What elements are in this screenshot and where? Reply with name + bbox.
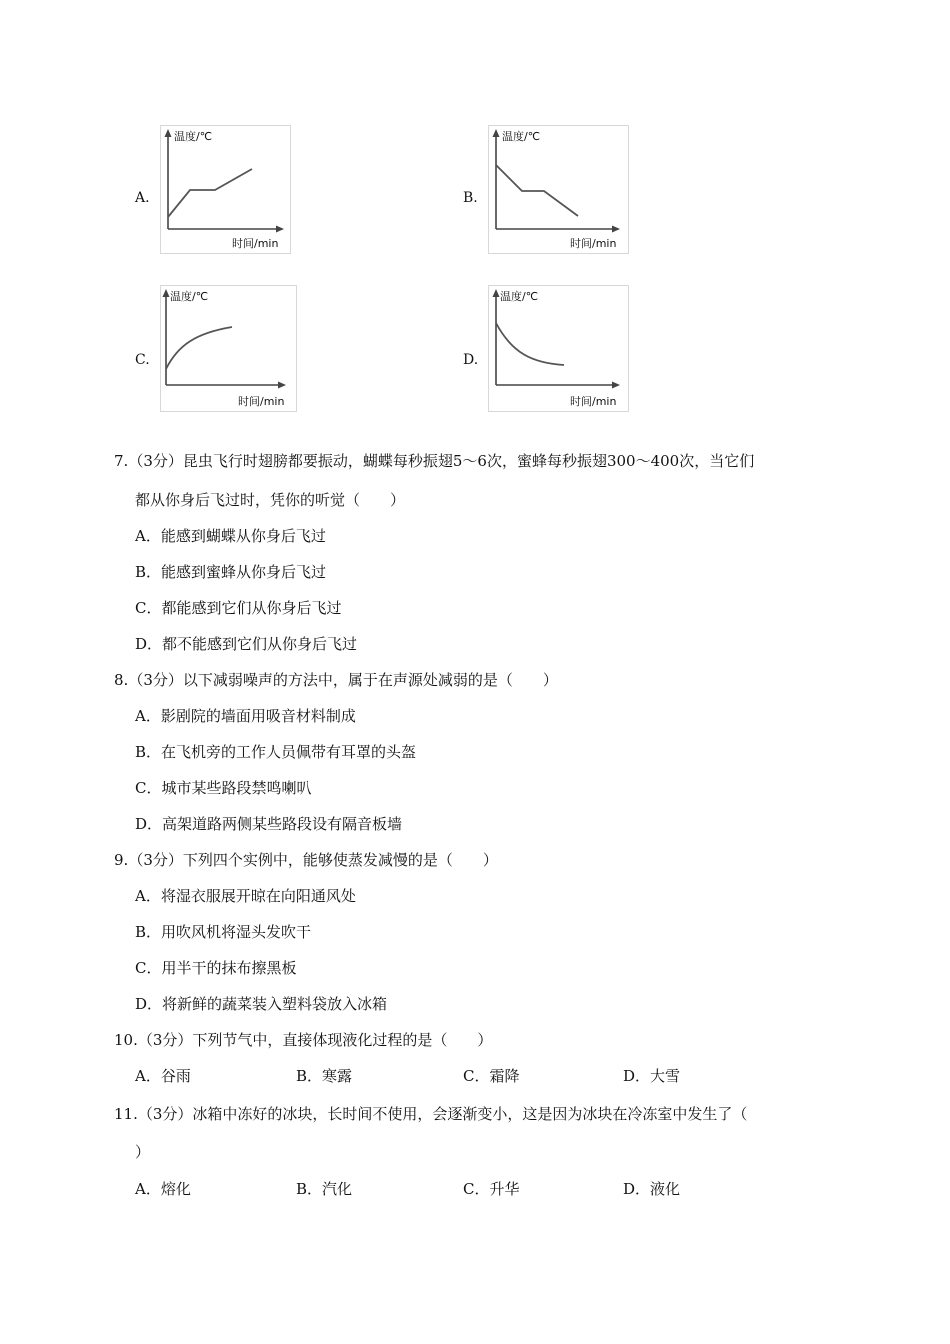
question-number: 11. — [114, 1105, 138, 1123]
question-9-option-a[interactable]: A．将湿衣服展开晾在向阳通风处 — [135, 887, 356, 905]
question-score: （3分） — [128, 671, 183, 689]
graph-a — [160, 125, 292, 255]
question-9-option-b[interactable]: B．用吹风机将湿头发吹干 — [135, 923, 312, 941]
question-11-stem-continued: ） — [135, 1143, 151, 1161]
x-axis-label: 时间/min — [232, 237, 279, 250]
question-text: 昆虫飞行时翅膀都要振动，蝴蝶每秒振翅5～6次，蜜蜂每秒振翅300～400次，当它们 — [182, 452, 755, 470]
question-7-option-b[interactable]: B．能感到蜜蜂从你身后飞过 — [135, 563, 327, 581]
question-number: 9. — [114, 851, 129, 869]
question-11-stem — [114, 1103, 747, 1124]
question-11-option-d[interactable]: D．液化 — [623, 1180, 681, 1198]
question-8-stem — [114, 669, 558, 690]
question-11-option-c[interactable]: C．升华 — [463, 1180, 520, 1198]
question-score: （3分） — [128, 452, 183, 470]
question-7-stem — [114, 450, 754, 471]
question-10-option-a[interactable]: A．谷雨 — [135, 1067, 191, 1085]
question-10-option-b[interactable]: B．寒露 — [296, 1067, 353, 1085]
option-letter-c: C. — [135, 352, 150, 368]
question-8-option-b[interactable]: B．在飞机旁的工作人员佩带有耳罩的头盔 — [135, 743, 417, 761]
x-axis-label: 时间/min — [238, 395, 285, 408]
question-7-option-c[interactable]: C．都能感到它们从你身后飞过 — [135, 599, 342, 617]
question-10-option-c[interactable]: C．霜降 — [463, 1067, 520, 1085]
question-score: （3分） — [137, 1105, 193, 1123]
option-letter-b: B. — [463, 190, 478, 206]
question-7-stem-continued: 都从你身后飞过时，凭你的听觉（ ） — [135, 491, 406, 509]
question-8-option-c[interactable]: C．城市某些路段禁鸣喇叭 — [135, 779, 312, 797]
question-11-option-b[interactable]: B．汽化 — [296, 1180, 353, 1198]
graph-d — [488, 285, 630, 413]
question-7-option-a[interactable]: A．能感到蝴蝶从你身后飞过 — [135, 527, 326, 545]
graph-b — [488, 125, 630, 255]
y-axis-label: 温度/℃ — [174, 130, 213, 143]
question-number: 7. — [114, 452, 129, 470]
question-11-option-a[interactable]: A．熔化 — [135, 1180, 191, 1198]
option-letter-a: A. — [135, 190, 150, 206]
question-score: （3分） — [137, 1031, 193, 1049]
question-10-stem — [114, 1029, 492, 1050]
question-9-stem — [114, 849, 498, 870]
question-8-option-d[interactable]: D．高架道路两侧某些路段设有隔音板墙 — [135, 815, 403, 833]
question-9-option-c[interactable]: C．用半干的抹布擦黑板 — [135, 959, 297, 977]
graph-c — [160, 285, 298, 413]
y-axis-label: 温度/℃ — [500, 290, 539, 303]
question-9-option-d[interactable]: D．将新鲜的蔬菜装入塑料袋放入冰箱 — [135, 995, 388, 1013]
x-axis-label: 时间/min — [570, 237, 617, 250]
question-8-option-a[interactable]: A．影剧院的墙面用吸音材料制成 — [135, 707, 356, 725]
question-text: 下列节气中，直接体现液化过程的是（ ） — [192, 1031, 493, 1049]
question-10-option-d[interactable]: D．大雪 — [623, 1067, 681, 1085]
y-axis-label: 温度/℃ — [170, 290, 209, 303]
question-number: 10. — [114, 1031, 138, 1049]
question-score: （3分） — [128, 851, 183, 869]
x-axis-label: 时间/min — [570, 395, 617, 408]
question-text: 以下减弱噪声的方法中，属于在声源处减弱的是（ ） — [182, 671, 558, 689]
question-7-option-d[interactable]: D．都不能感到它们从你身后飞过 — [135, 635, 358, 653]
y-axis-label: 温度/℃ — [502, 130, 541, 143]
question-number: 8. — [114, 671, 129, 689]
question-text: 下列四个实例中，能够使蒸发减慢的是（ ） — [182, 851, 498, 869]
question-text: 冰箱中冻好的冰块，长时间不使用，会逐渐变小，这是因为冰块在冷冻室中发生了（ — [192, 1105, 748, 1123]
option-letter-d: D. — [463, 352, 479, 368]
